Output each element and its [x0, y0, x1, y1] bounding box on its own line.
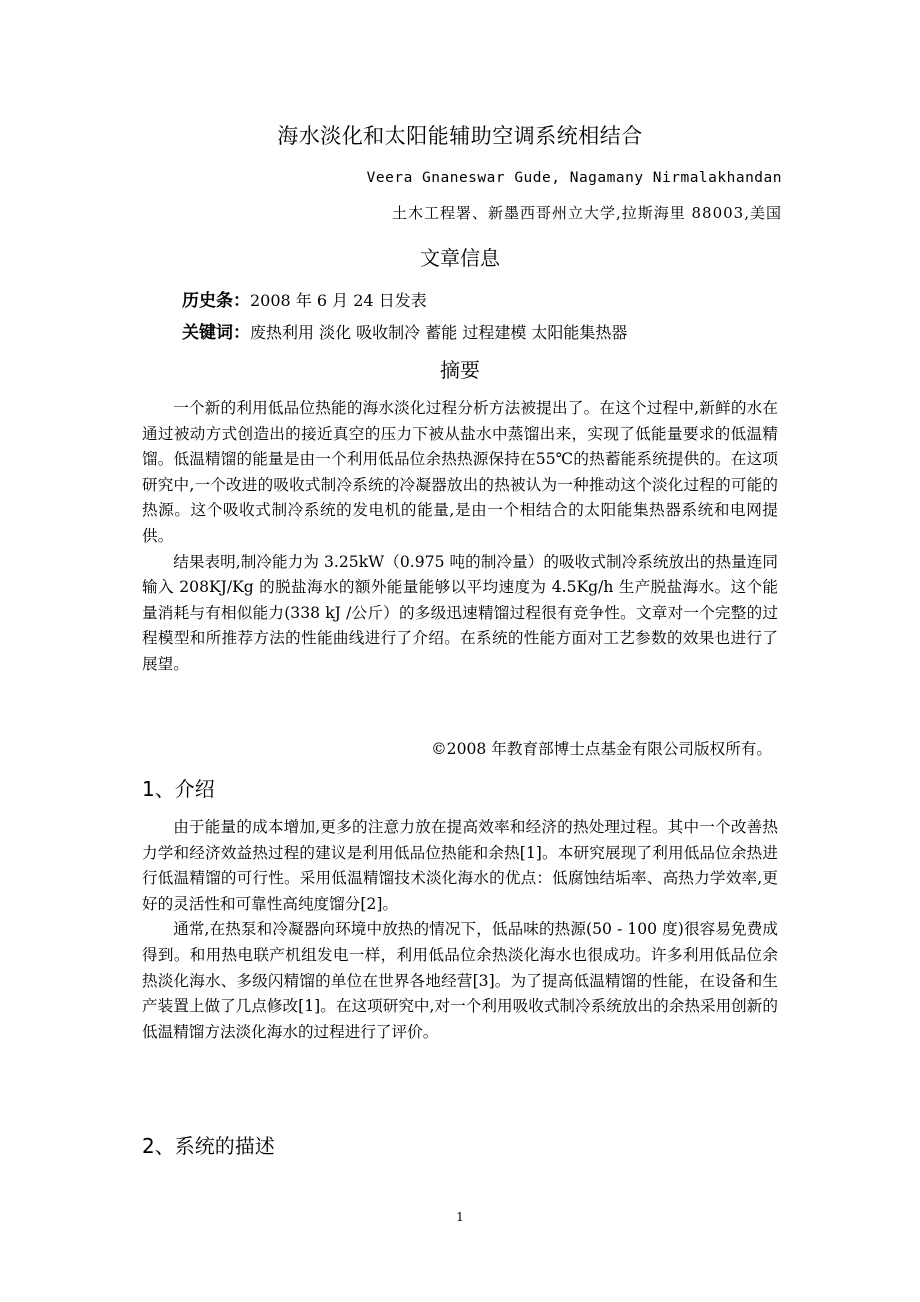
history-label: 历史条：: [182, 291, 250, 311]
keywords-value: 废热利用 淡化 吸收制冷 蓄能 过程建模 太阳能集热器: [250, 323, 628, 342]
introduction-paragraph: 通常,在热泵和冷凝器向环境中放热的情况下，低品味的热源(50 - 100 度)很容易免费成得到。和用热电联产机组发电一样，利用低品位余热淡化海水也很成功。许多利用低品位余热淡化海水、多级闪精馏的单位在世界各地经营[3]。为了提高低温精馏的性能，在设备和生产装置上做了几点修改[1]。在这项研究中,对一个利用吸收式制冷系统放出的余热采用创新的低温精馏方法淡化海水的过程进行了评价。: [142, 920, 778, 1041]
abstract-heading: 摘要: [440, 358, 480, 382]
introduction-paragraph: 由于能量的成本增加,更多的注意力放在提高效率和经济的热处理过程。其中一个改善热力学和经济效益热过程的建议是利用低品位热能和余热[1]。本研究展现了利用低品位余热进行低温精馏的可行性。采用低温精馏技术淡化海水的优点：低腐蚀结垢率、高热力学效率,更好的灵活性和可靠性高纯度馏分[2]。: [142, 818, 778, 913]
abstract-paragraph: 一个新的利用低品位热能的海水淡化过程分析方法被提出了。在这个过程中,新鲜的水在通过被动方式创造出的接近真空的压力下被从盐水中蒸馏出来，实现了低能量要求的低温精馏。低温精馏的能量是由一个利用低品位余热热源保持在55℃的热蓄能系统提供的。在这项研究中,一个改进的吸收式制冷系统的冷凝器放出的热被认为一种推动这个淡化过程的可能的热源。这个吸收式制冷系统的发电机的能量,是由一个相结合的太阳能集热器系统和电网提供。: [142, 399, 778, 545]
section-heading-system-description: 2、系统的描述: [142, 1134, 275, 1158]
copyright-line: ©2008 年教育部博士点基金有限公司版权所有。: [431, 740, 772, 758]
page-number: 1: [456, 1210, 464, 1224]
history-value: 2008 年 6 月 24 日发表: [250, 291, 427, 310]
section-heading-introduction: 1、介绍: [142, 777, 215, 801]
article-info-heading: 文章信息: [420, 246, 500, 270]
keywords-line: [182, 318, 627, 343]
abstract-paragraph: 结果表明,制冷能力为 3.25kW（0.975 吨的制冷量）的吸收式制冷系统放出的热量连同输入 208KJ/Kg 的脱盐海水的额外能量能够以平均速度为 4.5Kg/h 生产脱盐海水。这个能量消耗与有相似能力(338 kJ /公斤）的多级迅速精馏过程很有竞争性。文章对一个完整的过程模型和所推荐方法的性能曲线进行了介绍。在系统的性能方面对工艺参数的效果也进行了展望。: [142, 552, 778, 673]
affiliation-line: 土木工程署、新墨西哥州立大学,拉斯海里 88003,美国: [391, 204, 782, 222]
history-line: [182, 286, 427, 311]
introduction-body: [142, 815, 778, 1045]
abstract-body: [142, 396, 778, 678]
paper-title: 海水淡化和太阳能辅助空调系统相结合: [277, 124, 643, 148]
keywords-label: 关键词：: [182, 323, 250, 343]
authors-line: Veera Gnaneswar Gude, Nagamany Nirmalakhandan: [366, 170, 782, 186]
